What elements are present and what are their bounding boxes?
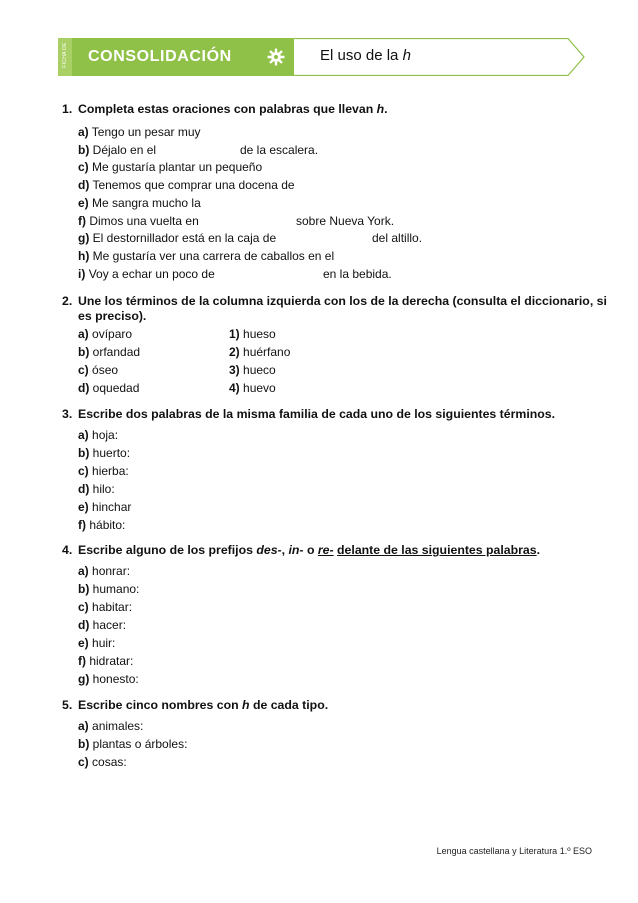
list-item: f) hábito:	[78, 518, 126, 532]
right-term: 2) huérfano	[229, 345, 291, 359]
list-item-continuation: sobre Nueva York.	[296, 214, 395, 228]
list-item: c) Me gustaría plantar un pequeño	[78, 160, 263, 174]
left-term: a) ovíparo	[78, 327, 133, 341]
list-item-continuation: en la bebida.	[323, 267, 392, 281]
list-item: b) humano:	[78, 582, 140, 596]
list-item: h) Me gustaría ver una carrera de caballos en el	[78, 249, 335, 263]
badge-title: CONSOLIDACIÓN	[88, 48, 232, 65]
left-term: d) oquedad	[78, 381, 140, 395]
list-item: c) hierba:	[78, 464, 129, 478]
list-item-continuation: del altillo.	[372, 231, 423, 245]
right-term: 1) hueso	[229, 327, 276, 341]
list-item: e) huir:	[78, 636, 116, 650]
list-item: e) Me sangra mucho la	[78, 196, 201, 210]
list-item: d) hacer:	[78, 618, 127, 632]
header-banner	[58, 38, 586, 76]
list-item: c) cosas:	[78, 755, 127, 769]
right-term: 4) huevo	[229, 381, 276, 395]
gear-badge	[258, 38, 294, 76]
list-item: c) habitar:	[78, 600, 133, 614]
list-item: a) Tengo un pesar muy	[78, 125, 201, 139]
list-item: d) Tenemos que comprar una docena de	[78, 178, 295, 192]
list-item: a) animales:	[78, 719, 144, 733]
list-item: f) Dimos una vuelta en	[78, 214, 199, 228]
exercise-2-title: 2. Une los términos de la columna izquierda con los de la derecha (consulta el diccionario, si es preciso).	[62, 294, 607, 323]
list-item: d) hilo:	[78, 482, 115, 496]
footer-credit: Lengua castellana y Literatura 1.º ESO	[436, 846, 592, 856]
left-term: c) óseo	[78, 363, 119, 377]
list-item-continuation: de la escalera.	[240, 143, 319, 157]
list-item: a) honrar:	[78, 564, 131, 578]
list-item: i) Voy a echar un poco de	[78, 267, 215, 281]
exercise-3-title: 3. Escribe dos palabras de la misma familia de cada uno de los siguientes términos.	[62, 407, 556, 421]
right-term: 3) hueco	[229, 363, 276, 377]
list-item: a) hoja:	[78, 428, 119, 442]
left-term: b) orfandad	[78, 345, 141, 359]
ficha-label: FICHA DE	[62, 42, 68, 68]
list-item: g) honesto:	[78, 672, 139, 686]
ficha-tab	[58, 38, 72, 76]
list-item: e) hinchar	[78, 500, 132, 514]
list-item: b) plantas o árboles:	[78, 737, 188, 751]
exercise-1-title: 1. Completa estas oraciones con palabras que llevan h.	[62, 102, 388, 116]
exercise-5-title: 5. Escribe cinco nombres con h de cada tipo.	[62, 698, 329, 712]
list-item: b) Déjalo en el	[78, 143, 157, 157]
list-item: f) hidratar:	[78, 654, 134, 668]
list-item: b) huerto:	[78, 446, 131, 460]
exercise-4-title: 4. Escribe alguno de los prefijos des-, in- o re- delante de las siguientes palabras.	[62, 543, 541, 557]
gear-icon	[267, 48, 285, 66]
topic-title: El uso de la h	[320, 47, 411, 64]
list-item: g) El destornillador está en la caja de	[78, 231, 277, 245]
